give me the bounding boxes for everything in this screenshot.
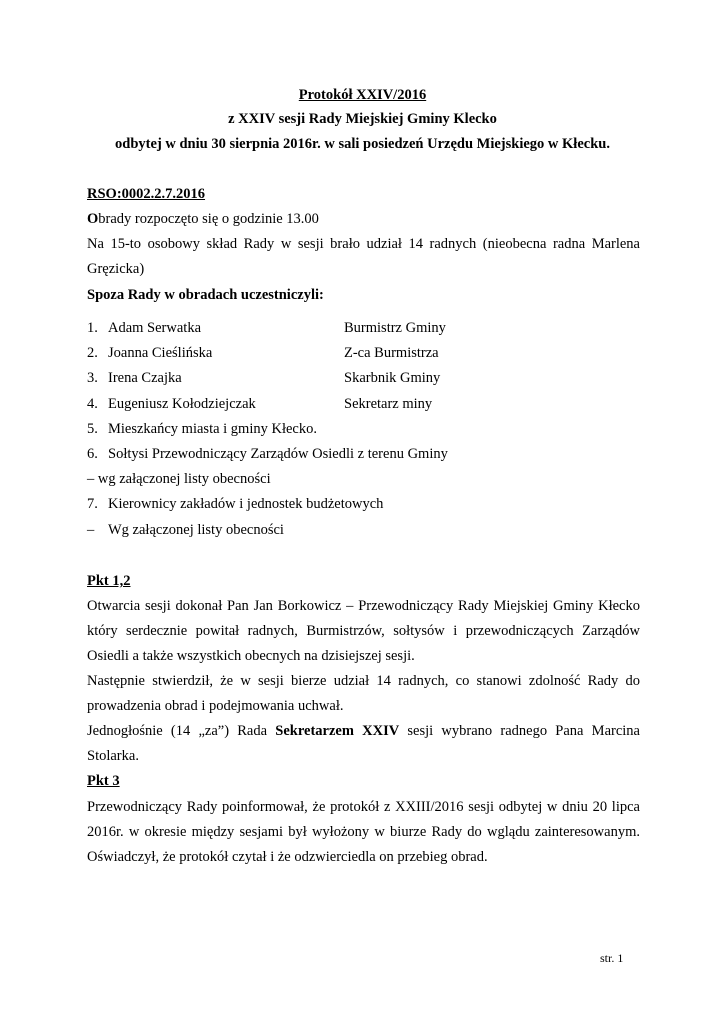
paragraph-line: prowadzenia obrad i podejmowania uchwał. (87, 698, 344, 714)
participant-name: Mieszkańcy miasta i gminy Kłecko. (108, 421, 317, 437)
paragraph-line (87, 723, 640, 740)
paragraph-line (87, 799, 640, 816)
start-text: brady rozpoczęto się o godzinie 13.00 (98, 211, 319, 227)
participant-role: Burmistrz Gminy (344, 320, 446, 336)
paragraph-line: Oświadczył, że protokół czytał i że odzwierciedla on przebieg obrad. (87, 849, 488, 865)
session-date-place: odbytej w dniu 30 sierpnia 2016r. w sali posiedzeń Urzędu Miejskiego w Kłecku. (115, 136, 610, 152)
paragraph-line: Stolarka. (87, 748, 139, 764)
list-item-number: 6. (87, 446, 98, 462)
list-item-number: 7. (87, 496, 98, 512)
paragraph-text-b: sesji wybrano radnego Pana Marcina (399, 723, 640, 739)
protocol-title: Protokół XXIV/2016 (298, 87, 427, 103)
list-item-number: 5. (87, 421, 98, 437)
page-number: str. 1 (600, 951, 624, 965)
participant-name: Eugeniusz Kołodziejczak (108, 396, 256, 412)
attendance-note: Wg załączonej listy obecności (108, 522, 284, 538)
outsiders-heading: Spoza Rady w obradach uczestniczyli: (87, 287, 324, 303)
paragraph-text: który serdecznie powitał radnych, Burmistrzów, sołtysów i przewodniczących Zarządów (87, 623, 640, 639)
list-item-number: 1. (87, 320, 98, 336)
session-start (87, 211, 319, 228)
paragraph-text: 2016r. w okresie między sesjami był wyłożony w biurze Rady do wglądu zainteresowanym. (87, 824, 640, 840)
paragraph-text: Otwarcia sesji dokonał Pan Jan Borkowicz – Przewodniczący Rady Miejskiej Gminy Kłecko (87, 598, 640, 614)
paragraph-line (87, 623, 640, 640)
section-heading-pkt-3: Pkt 3 (87, 773, 120, 789)
paragraph-line (87, 598, 640, 615)
list-item-number: 3. (87, 370, 98, 386)
participant-role: Skarbnik Gminy (344, 370, 441, 386)
attendance-line-1 (87, 236, 640, 253)
participant-name: Joanna Cieślińska (108, 345, 213, 361)
paragraph-text: Następnie stwierdził, że w sesji bierze udział 14 radnych, co stanowi zdolność Rady do (87, 673, 640, 689)
attendance-text-1: Na 15-to osobowy skład Rady w sesji brało udział 14 radnych (nieobecna radna Marlena (87, 236, 640, 252)
paragraph-text: Przewodniczący Rady poinformował, że protokół z XXIII/2016 sesji odbytej w dniu 20 lipca (87, 799, 640, 815)
participant-name: Irena Czajka (108, 370, 182, 386)
paragraph-text (87, 723, 640, 739)
participant-name: Sołtysi Przewodniczący Zarządów Osiedli z terenu Gminy (108, 446, 448, 462)
list-item-number: 2. (87, 345, 98, 361)
attendance-line-2: Gręzicka) (87, 261, 145, 277)
participant-role: Z-ca Burmistrza (344, 345, 439, 361)
dash-bullet: – (87, 522, 95, 538)
paragraph-line (87, 824, 640, 841)
participant-name: Adam Serwatka (108, 320, 202, 336)
reference-number: RSO:0002.2.7.2016 (87, 186, 206, 202)
list-item-number: 4. (87, 396, 98, 412)
section-heading-pkt-1-2: Pkt 1,2 (87, 573, 131, 589)
secretary-bold: Sekretarzem XXIV (275, 723, 400, 739)
attendance-note: – wg załączonej listy obecności (87, 471, 271, 487)
participant-name: Kierownicy zakładów i jednostek budżetowych (108, 496, 384, 512)
paragraph-line: Osiedli a także wszystkich obecnych na dzisiejszej sesji. (87, 648, 415, 664)
session-subtitle: z XXIV sesji Rady Miejskiej Gminy Klecko (228, 111, 497, 127)
start-initial: O (87, 211, 99, 227)
paragraph-text-a: Jednogłośnie (14 „za”) Rada (87, 723, 276, 739)
participant-role: Sekretarz miny (344, 396, 433, 412)
paragraph-line (87, 673, 640, 690)
